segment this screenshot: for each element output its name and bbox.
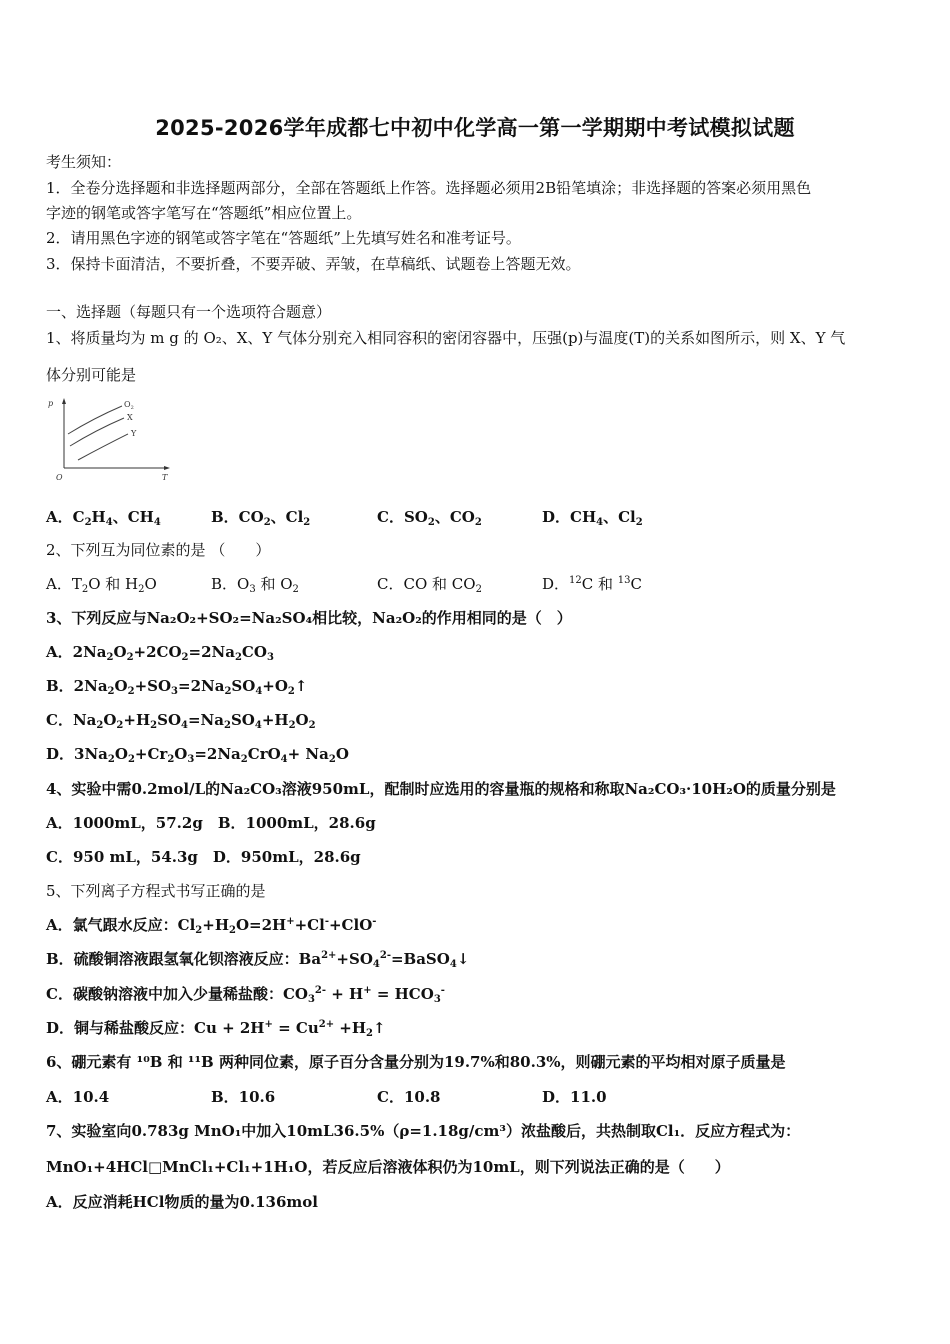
q7-stem-line2: MnO₁+4HCl□MnCl₁+Cl₁+1H₁O，若反应后溶液体积仍为10mL，则下列说法正确的是（ ） <box>46 1158 730 1176</box>
t-axis-label: T <box>162 473 168 482</box>
q3-option-a: A．$2Na_2O_2+2CO_2=2Na_2CO_3$ <box>46 643 274 663</box>
q1-option-c: C．$SO_2$、$CO_2$ <box>377 508 482 528</box>
notice-item-2: 2．请用黑色字迹的钢笔或答字笔在“答题纸”上先填写姓名和准考证号。 <box>46 229 521 247</box>
y-curve <box>78 434 128 460</box>
q7-option-a: A．反应消耗HCl物质的量为0.136mol <box>46 1193 318 1211</box>
x-label: X <box>127 413 133 422</box>
pressure-temperature-graph <box>48 398 182 486</box>
q4-stem: 4、实验中需0.2mol/L的Na₂CO₃溶液950mL，配制时应选用的容量瓶的规格和称取Na₂CO₃·10H₂O的质量分别是 <box>46 780 836 798</box>
q5-option-c: C．碳酸钠溶液中加入少量稀盐酸：$CO_3^{2-} + H^+ = HCO_3^-$ <box>46 985 445 1005</box>
p-axis-label: p <box>48 399 54 408</box>
notice-item-3: 3．保持卡面清洁，不要折叠，不要弄破、弄皱，在草稿纸、试题卷上答题无效。 <box>46 255 581 273</box>
q5-stem: 5、下列离子方程式书写正确的是 <box>46 882 266 900</box>
q1-stem-line2: 体分别可能是 <box>46 366 137 384</box>
q1-option-a: A．$C_2H_4$、$CH_4$ <box>46 508 161 528</box>
q2-option-d: D．$^{12}$C 和 $^{13}$C <box>542 575 642 593</box>
q1-option-d: D．$CH_4$、$Cl_2$ <box>542 508 643 528</box>
notice-item-1b: 字迹的钢笔或答字笔写在“答题纸”相应位置上。 <box>46 204 362 222</box>
q6-option-c: C．10.8 <box>377 1088 441 1106</box>
q5-option-d: D．铜与稀盐酸反应：$Cu + 2H^+ = Cu^{2+}$ $+H_2↑$ <box>46 1019 386 1039</box>
q6-option-b: B．10.6 <box>211 1088 276 1106</box>
q2-option-c: C．CO 和 $CO_2$ <box>377 575 482 595</box>
page-title: 2025-2026学年成都七中初中化学高一第一学期期中考试模拟试题 <box>155 116 795 140</box>
section-heading: 一、选择题（每题只有一个选项符合题意） <box>46 303 332 321</box>
notice-item-1a: 1．全卷分选择题和非选择题两部分，全部在答题纸上作答。选择题必须用2B铅笔填涂；非选择题的答案必须用黑色 <box>46 179 812 197</box>
q3-option-c: C．$Na_2O_2+H_2SO_4=Na_2SO_4+H_2O_2$ <box>46 711 316 731</box>
q3-stem: 3、下列反应与Na₂O₂+SO₂=Na₂SO₄相比较，Na₂O₂的作用相同的是（ ） <box>46 609 572 627</box>
q6-option-a: A．10.4 <box>46 1088 110 1106</box>
q2-option-a: A．$T_2O$ 和 $H_2O$ <box>46 575 157 595</box>
q4-options-row2: C．950 mL，54.3g D．950mL，28.6g <box>46 848 361 866</box>
q3-option-b: B．$2Na_2O_2+SO_3=2Na_2SO_4+O_2↑$ <box>46 677 308 697</box>
origin-label: O <box>56 473 63 482</box>
o2-label: $O_2$ <box>124 400 134 411</box>
q6-stem: 6、硼元素有 ¹⁰B 和 ¹¹B 两种同位素，原子百分含量分别为19.7%和80.3%，则硼元素的平均相对原子质量是 <box>46 1053 786 1071</box>
o2-curve <box>68 406 122 434</box>
q5-option-a: A．氯气跟水反应：$Cl_2+H_2O=2H^++Cl^-+ClO^-$ <box>46 916 377 936</box>
y-label: Y <box>131 429 137 438</box>
q4-options-row1: A．1000mL，57.2g B．1000mL，28.6g <box>46 814 376 832</box>
q1-option-b: B．$CO_2$、$Cl_2$ <box>211 508 311 528</box>
q7-stem-line1: 7、实验室向0.783g MnO₁中加入10mL36.5%（ρ=1.18g/cm³）浓盐酸后，共热制取Cl₁．反应方程式为： <box>46 1122 801 1140</box>
q2-stem: 2、下列互为同位素的是 （ ） <box>46 541 271 559</box>
notice-heading: 考生须知： <box>46 153 122 171</box>
q2-option-b: B．$O_3$ 和 $O_2$ <box>211 575 299 595</box>
x-axis-arrow <box>164 466 170 470</box>
y-axis-arrow <box>62 398 66 404</box>
x-curve <box>70 418 124 446</box>
q3-option-d: D．$3Na_2O_2+Cr_2O_3=2Na_2CrO_4+ Na_2O$ <box>46 745 349 765</box>
q6-option-d: D．11.0 <box>542 1088 607 1106</box>
q5-option-b: B．硫酸铜溶液跟氢氧化钡溶液反应：$Ba^{2+}+SO_4^{2-}=BaSO_4↓$ <box>46 950 470 970</box>
q1-stem-line1: 1、将质量均为 m g 的 O₂、X、Y 气体分别充入相同容积的密闭容器中，压强(p)与温度(T)的关系如图所示，则 X、Y 气 <box>46 329 846 347</box>
